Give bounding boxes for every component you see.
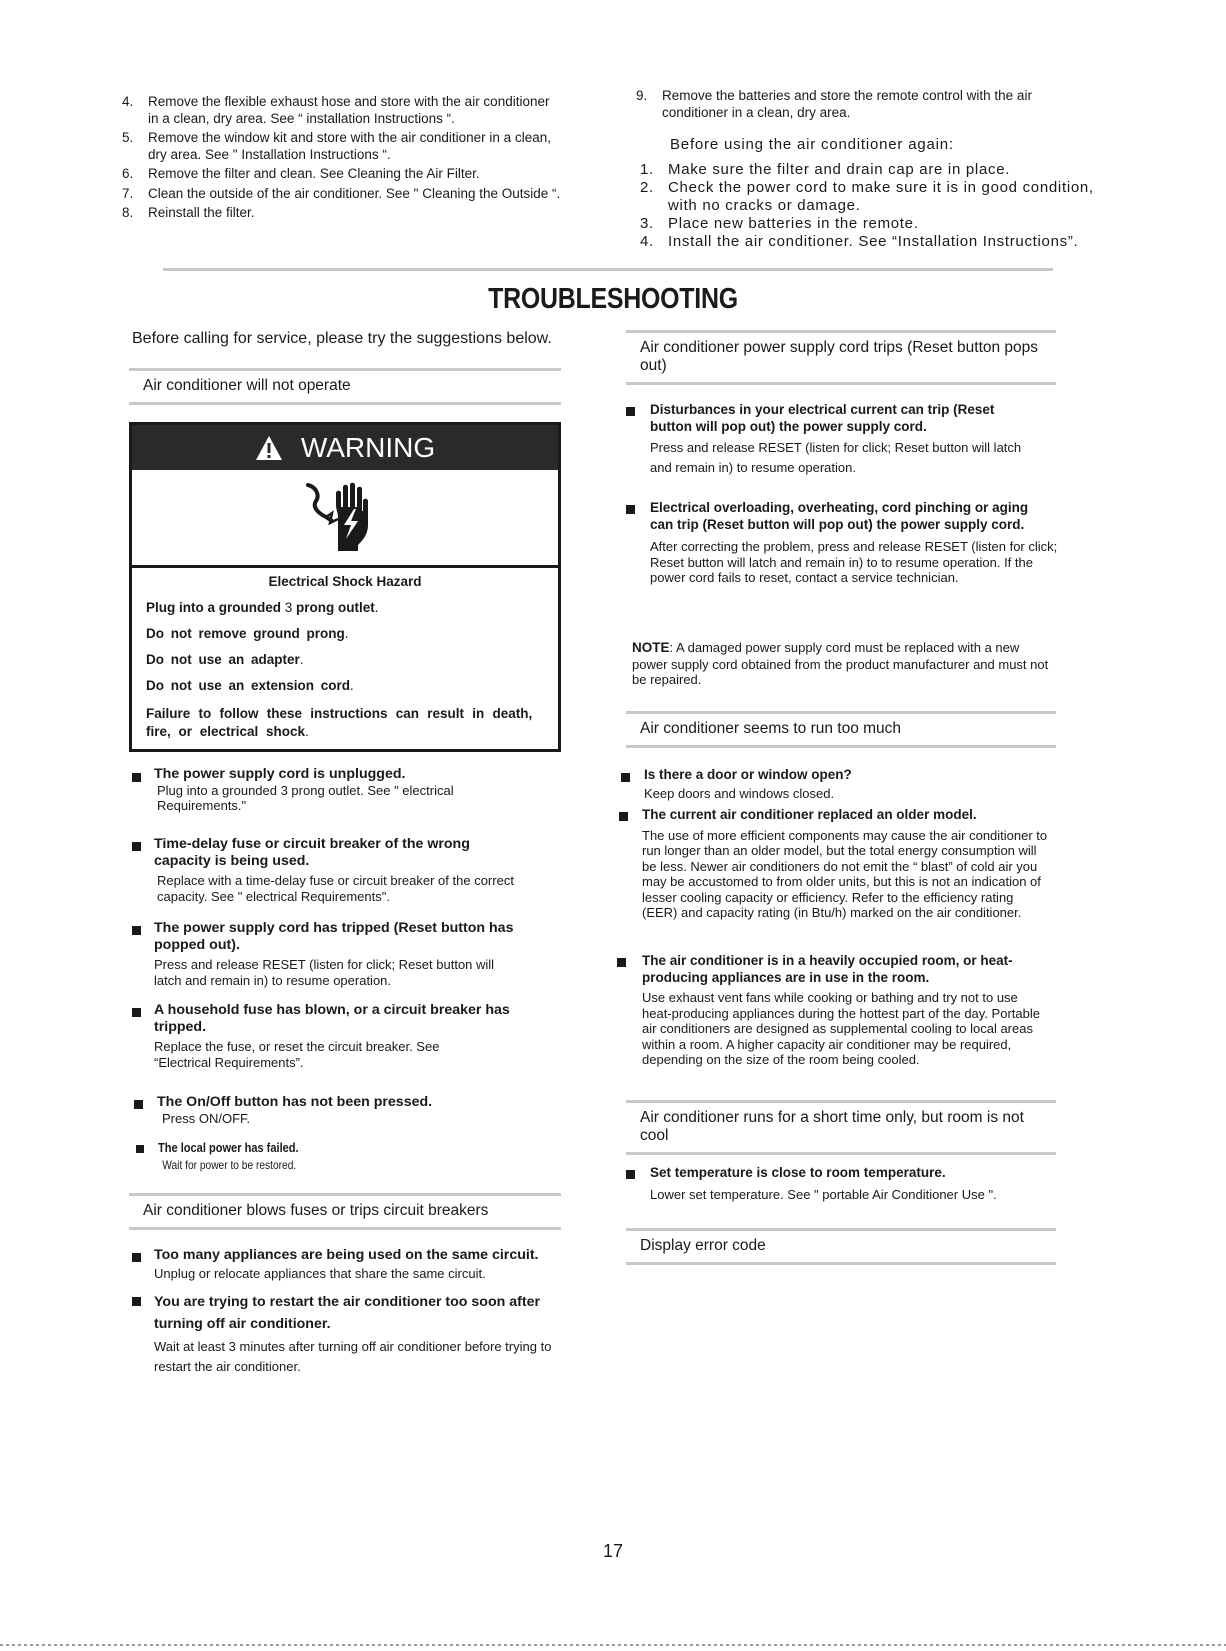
list-item: Electrical overloading, overheating, cord pinching or aging can trip (Reset button will pop out) the power supply cord. After correcting the problem, press and release RESET (listen for click; Reset button will latch and remain in) to to resume operation. If the power cord fails to reset, contact a service technician. <box>650 500 1058 585</box>
section-header: Air conditioner will not operate <box>129 368 561 405</box>
square-bullet-icon <box>619 812 628 821</box>
list-item: Is there a door or window open? Keep doors and windows closed. <box>644 767 852 801</box>
list-item: 1. Make sure the filter and drain cap are in place. <box>640 161 1011 178</box>
warning-line: Failure to follow these instructions can result in death, <box>146 706 533 721</box>
warning-line: Do not remove ground prong. <box>146 626 349 641</box>
before-using-list <box>640 161 1100 251</box>
square-bullet-icon <box>136 1145 144 1153</box>
list-item: 5. Remove the window kit and store with the air conditioner in a clean, dry area. See " Installation Instructions “. <box>122 130 551 162</box>
square-bullet-icon <box>621 773 630 782</box>
square-bullet-icon <box>134 1100 143 1109</box>
section-header: Air conditioner blows fuses or trips circuit breakers <box>129 1193 561 1230</box>
hazard-title: Electrical Shock Hazard <box>268 574 422 589</box>
square-bullet-icon <box>626 505 635 514</box>
list-item: 4. Remove the flexible exhaust hose and store with the air conditioner in a clean, dry area. See “ installation Instructions “. <box>122 94 550 126</box>
list-item: 3. Place new batteries in the remote. <box>640 215 919 232</box>
section-header: Air conditioner power supply cord trips (Reset button pops out) <box>626 330 1056 385</box>
note: NOTE: A damaged power supply cord must be replaced with a new power supply cord obtained from the product manufacturer and must not be repaired. <box>632 640 1049 687</box>
warning-line: Do not use an extension cord. <box>146 678 354 693</box>
list-item: The local power has failed. Wait for power to be restored. <box>158 1140 299 1172</box>
list-item: The current air conditioner replaced an older model. The use of more efficient components may cause the air conditioner to run longer than an older model, but the total energy consumption will be less. Newer air conditioners do not emit the “ blast” of cold air you may be accustomed to from older units, but this is not an indication of lesser cooling capacity or efficiency. Refer to the efficiency rating (EER) and capacity rating (in Btu/h) marked on the air conditioner. <box>642 807 1048 920</box>
list-item: The power supply cord is unplugged. Plug into a grounded 3 prong outlet. See " electrical Requirements." <box>154 766 454 813</box>
square-bullet-icon <box>132 1253 141 1262</box>
warning-line: fire, or electrical shock. <box>146 724 309 739</box>
list-item: The power supply cord has tripped (Reset button has popped out). Press and release RESET (listen for click; Reset button will latch and remain in) to resume operation. <box>154 920 514 988</box>
page-number: 17 <box>602 1541 624 1561</box>
list-item: 6. Remove the filter and clean. See Cleaning the Air Filter. <box>122 166 480 181</box>
list-item: Too many appliances are being used on the same circuit. Unplug or relocate appliances that share the same circuit. <box>154 1247 539 1281</box>
square-bullet-icon <box>626 1170 635 1179</box>
list-item: 4. Install the air conditioner. See “Installation Instructions”. <box>640 233 1079 250</box>
top-left-list <box>122 94 562 225</box>
list-item: The air conditioner is in a heavily occupied room, or heat-producing appliances are in use in the room. Use exhaust vent fans while cooking or bathing and try not to use heat-producing appliances during the hottest part of the day. Portable air conditioners are designed as supplemental cooling to local areas within a room. A higher capacity air conditioner may be required, depending on the size of the room being cooled. <box>642 953 1040 1067</box>
square-bullet-icon <box>617 958 626 967</box>
square-bullet-icon <box>626 407 635 416</box>
list-item: Disturbances in your electrical current can trip (Reset button will pop out) the power supply cord. Press and release RESET (listen for click; Reset button will latch and remain in) to resume operation. <box>650 402 1022 475</box>
warning-header <box>132 425 558 470</box>
list-item: Set temperature is close to room temperature. Lower set temperature. See " portable Air Conditioner Use ". <box>650 1165 997 1202</box>
square-bullet-icon <box>132 926 141 935</box>
warning-line: Do not use an adapter. <box>146 652 304 667</box>
electric-shock-hand-icon <box>302 477 382 557</box>
before-using-title: Before using the air conditioner again: <box>670 136 954 153</box>
warning-label: WARNING <box>300 431 436 463</box>
square-bullet-icon <box>132 1008 141 1017</box>
list-item: 8. Reinstall the filter. <box>122 205 255 220</box>
scan-edge <box>0 1644 1226 1646</box>
list-item: 7. Clean the outside of the air conditioner. See " Cleaning the Outside “. <box>122 185 561 201</box>
list-item: 9. Remove the batteries and store the remote control with the air conditioner in a clean, dry area. <box>636 88 1032 120</box>
top-right-item <box>636 88 1066 124</box>
section-header: Air conditioner seems to run too much <box>626 711 1056 748</box>
square-bullet-icon <box>132 773 141 782</box>
list-item: You are trying to restart the air conditioner too soon after turning off air conditioner. Wait at least 3 minutes after turning off air conditioner before trying to restart the air conditioner. <box>154 1294 552 1374</box>
section-header: Display error code <box>626 1228 1056 1265</box>
warning-box <box>129 422 561 752</box>
list-item: Time-delay fuse or circuit breaker of the wrong capacity is being used. Replace with a time-delay fuse or circuit breaker of the correct capacity. See " electrical Requirements". <box>154 836 514 904</box>
divider <box>163 268 1053 271</box>
list-item: 2. Check the power cord to make sure it is in good condition, with no cracks or damage. <box>640 179 1094 214</box>
list-item: The On/Off button has not been pressed. Press ON/OFF. <box>157 1094 433 1126</box>
square-bullet-icon <box>132 1297 141 1306</box>
intro-text: Before calling for service, please try the suggestions below. <box>132 330 552 347</box>
page-title: TROUBLESHOOTING <box>488 283 738 315</box>
warning-line: Plug into a grounded 3 prong outlet. <box>146 600 379 615</box>
warning-triangle-icon <box>255 435 283 461</box>
warning-divider <box>132 565 558 568</box>
section-header: Air conditioner runs for a short time only, but room is not cool <box>626 1100 1056 1155</box>
list-item: A household fuse has blown, or a circuit breaker has tripped. Replace the fuse, or reset the circuit breaker. See “Electrical Requirements”. <box>154 1002 510 1070</box>
square-bullet-icon <box>132 842 141 851</box>
